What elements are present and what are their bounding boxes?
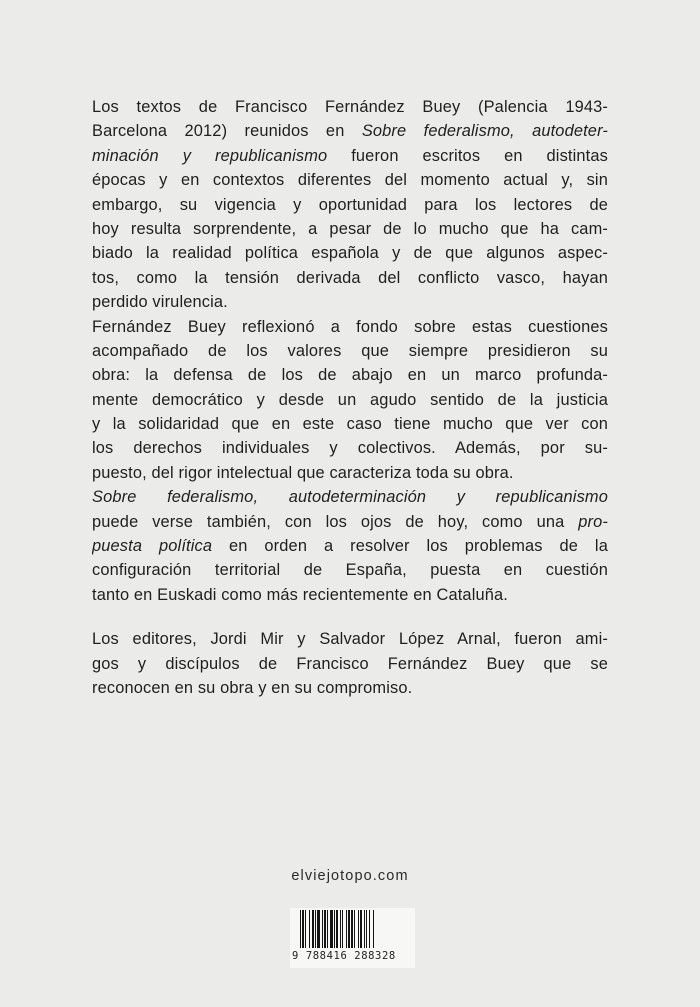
text-line	[92, 412, 608, 436]
text-line	[92, 290, 608, 314]
text-run: épocas y en contextos diferentes del momento actual y, sin	[92, 171, 608, 190]
paragraph	[92, 627, 608, 700]
text-run: embargo, su vigencia y oportunidad para los lectores de	[92, 195, 608, 214]
text-run: Los editores, Jordi Mir y Salvador López Arnal, fueron ami-	[92, 630, 608, 649]
text-run: reconocen en su obra y en su compromiso.	[92, 678, 413, 697]
blurb-text	[92, 95, 608, 700]
text-run: biado la realidad política española y de que algunos aspec-	[92, 244, 608, 263]
text-run: perdido virulencia.	[92, 293, 228, 312]
text-run: los derechos individuales y colectivos. Además, por su-	[92, 439, 608, 458]
text-line	[92, 315, 608, 339]
text-run: tos, como la tensión derivada del conflicto vasco, hayan	[92, 268, 608, 287]
text-line	[92, 339, 608, 363]
text-line	[92, 363, 608, 387]
isbn-barcode	[290, 908, 415, 968]
isbn-digits: 9 788416 288328	[292, 950, 396, 962]
text-line	[92, 266, 608, 290]
italic-text: Sobre federalismo, autodeter-	[361, 122, 608, 141]
text-run: gos y discípulos de Francisco Fernández Buey que se	[92, 654, 608, 673]
text-line	[92, 627, 608, 651]
text-run: fueron escritos en distintas	[327, 146, 608, 165]
text-run: puede verse también, con los ojos de hoy, como una	[92, 512, 579, 531]
text-run: acompañado de los valores que siempre presidieron su	[92, 341, 608, 360]
text-line	[92, 510, 608, 534]
italic-text: minación y republicanismo	[92, 146, 328, 165]
text-run: mente democrático y desde un agudo sentido de la justicia	[92, 390, 608, 409]
text-run: en orden a resolver los problemas de la	[212, 537, 608, 556]
italic-text: puesta política	[92, 537, 213, 556]
text-line	[92, 241, 608, 265]
text-run: configuración territorial de España, puesta en cuestión	[92, 561, 608, 580]
text-line	[92, 95, 608, 119]
italic-text: pro-	[578, 512, 608, 531]
text-run: tanto en Euskadi como más recientemente en Cataluña.	[92, 585, 508, 604]
text-line	[92, 461, 608, 485]
text-run: y la solidaridad que en este caso tiene mucho que ver con	[92, 415, 608, 434]
text-line	[92, 583, 608, 607]
paragraph-gap	[92, 607, 608, 627]
text-line	[92, 558, 608, 582]
barcode-bars	[298, 910, 406, 950]
text-line	[92, 217, 608, 241]
text-line	[92, 436, 608, 460]
text-run: obra: la defensa de los de abajo en un marco profunda-	[92, 366, 608, 385]
text-run: puesto, del rigor intelectual que caracteriza toda su obra.	[92, 463, 514, 482]
paragraph	[92, 95, 608, 607]
text-run: Fernández Buey reflexionó a fondo sobre estas cuestiones	[92, 317, 608, 336]
text-line	[92, 485, 608, 509]
text-run: Los textos de Francisco Fernández Buey (Palencia 1943-	[92, 98, 608, 116]
text-run: hoy resulta sorprendente, a pesar de lo mucho que ha cam-	[92, 219, 608, 238]
text-line	[92, 652, 608, 676]
text-run: Barcelona 2012) reunidos en	[92, 122, 362, 141]
text-line	[92, 676, 608, 700]
text-line	[92, 534, 608, 558]
text-line	[92, 119, 608, 143]
text-line	[92, 193, 608, 217]
text-line	[92, 388, 608, 412]
italic-text: Sobre federalismo, autodeterminación y republicanismo	[92, 488, 608, 507]
text-line	[92, 168, 608, 192]
text-line	[92, 144, 608, 168]
publisher-website[interactable]: elviejotopo.com	[291, 868, 409, 884]
